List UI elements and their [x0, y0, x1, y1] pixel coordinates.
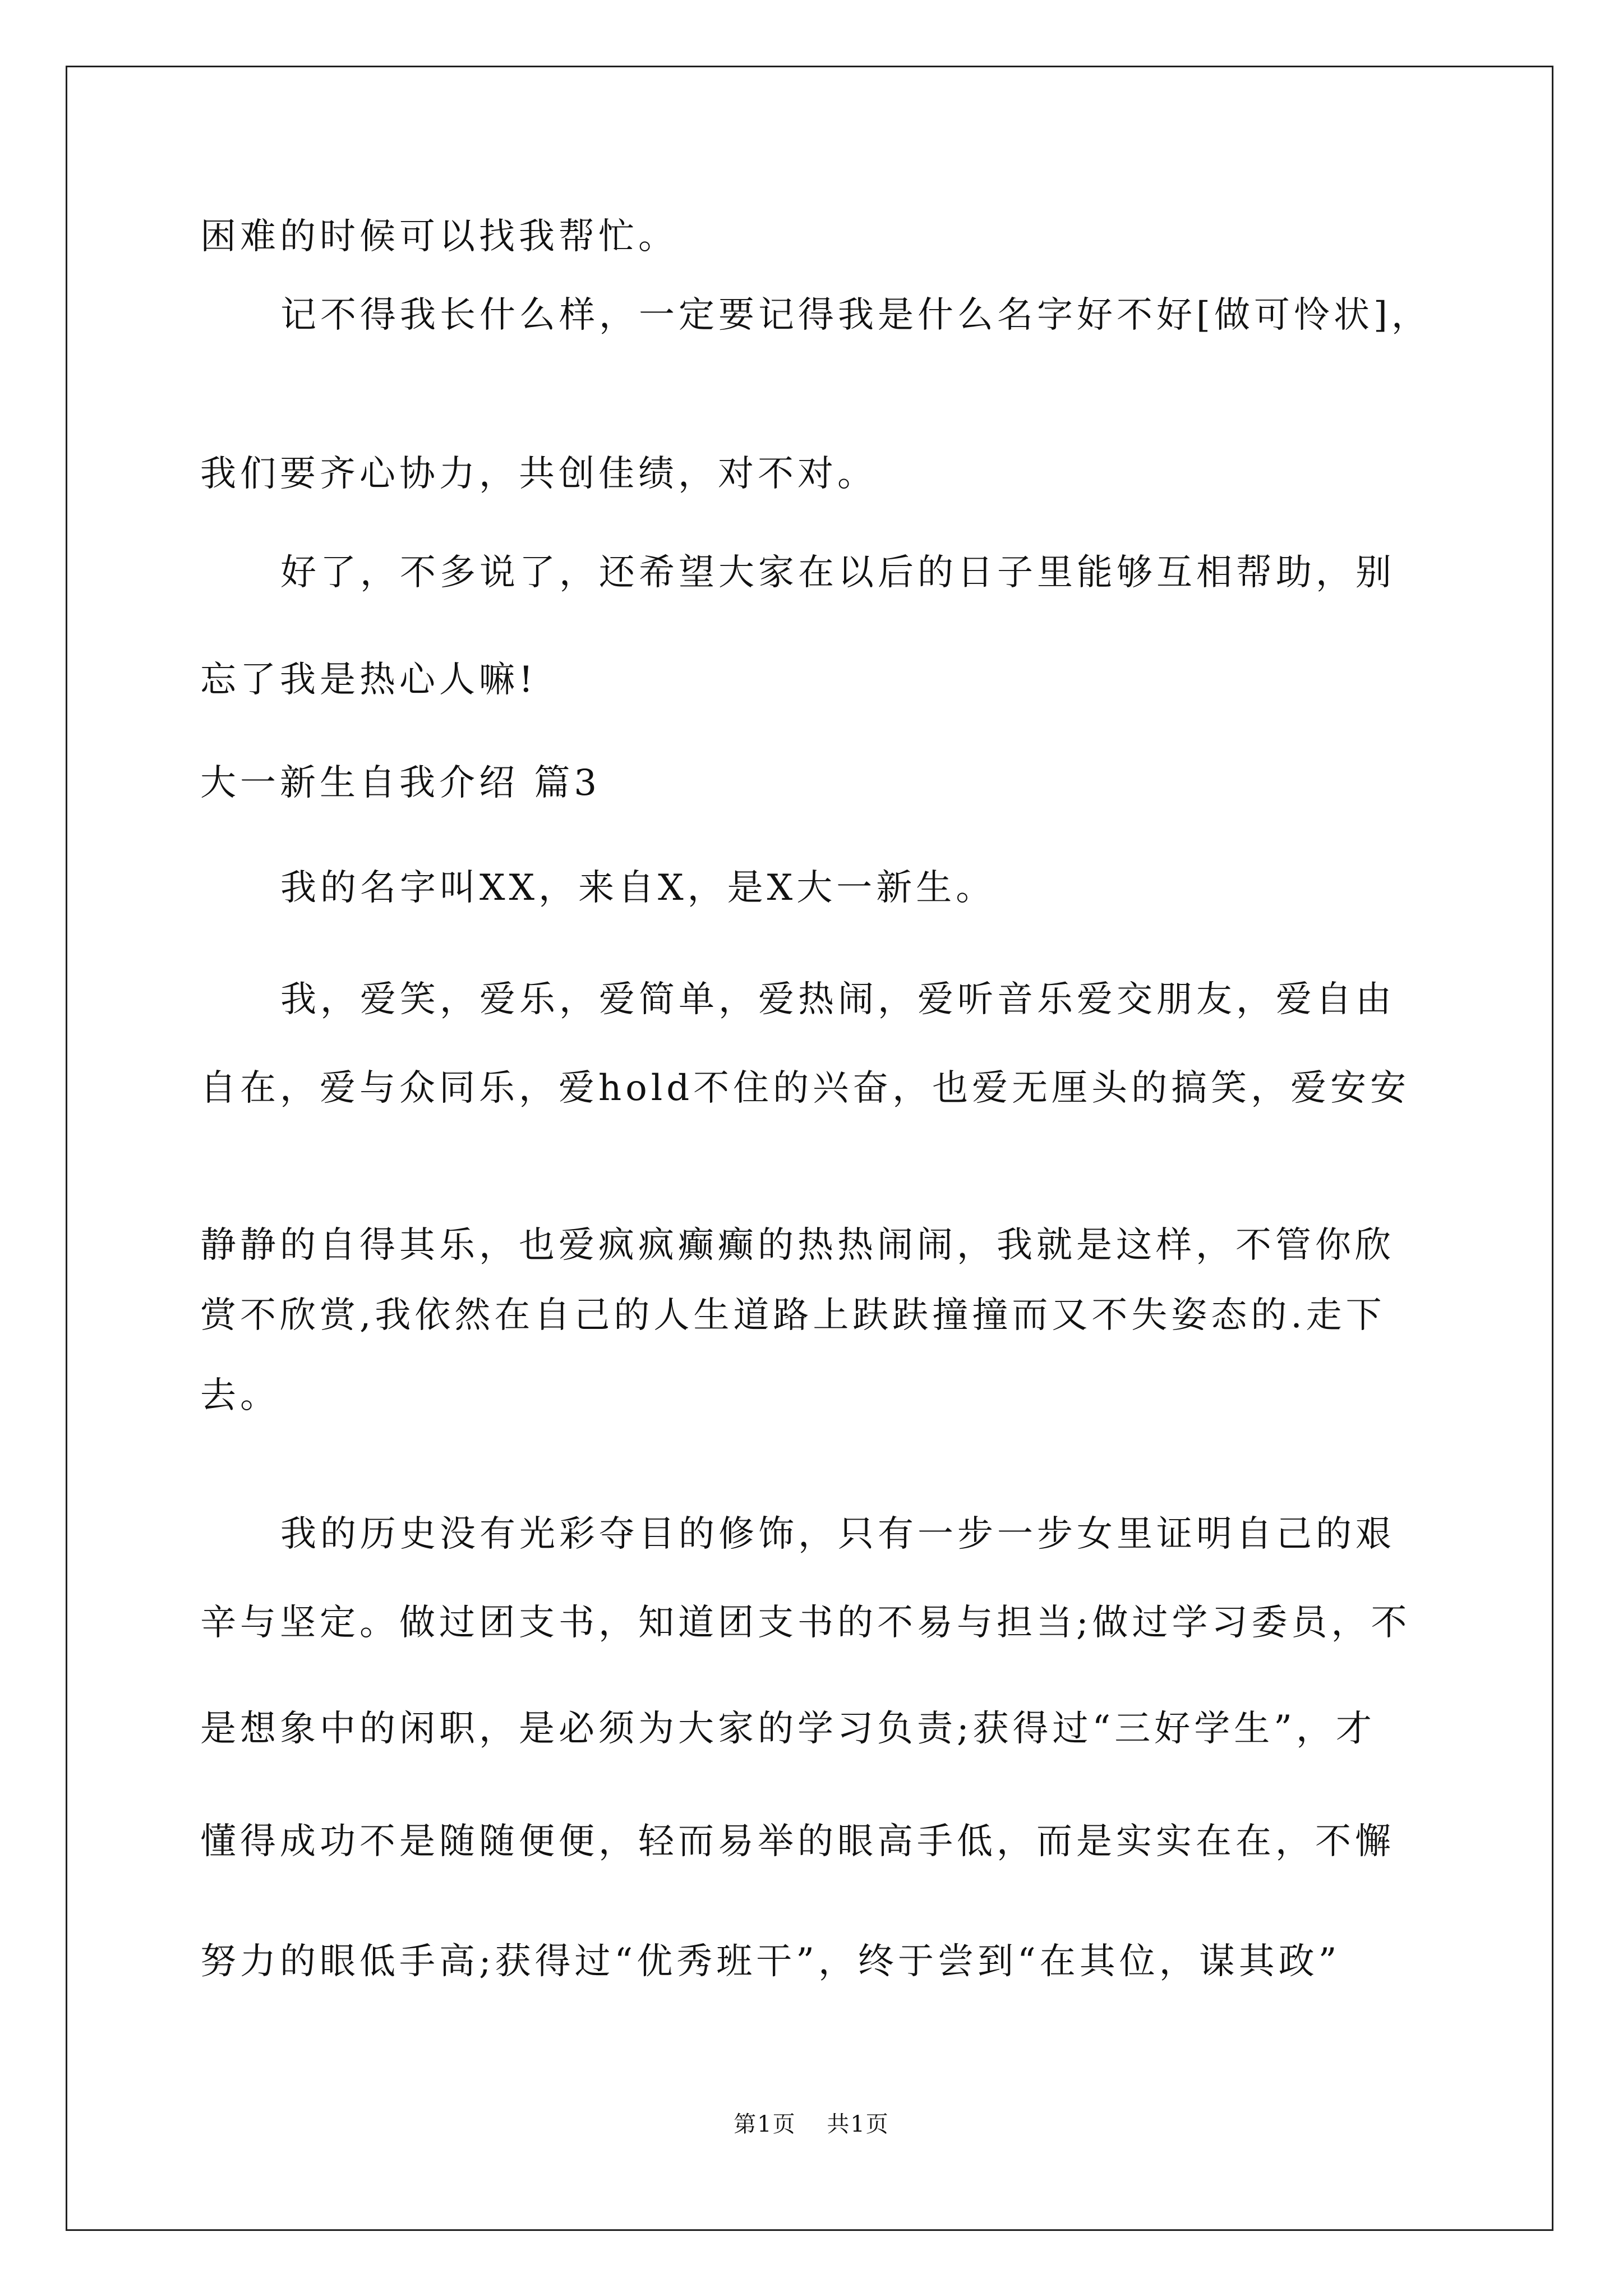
page-footer [0, 2110, 1623, 2138]
paragraph-line: 努力的眼低手高;获得过“优秀班干”，终于尝到“在其位，谋其政” [200, 1941, 1341, 1982]
paragraph-line: 我的名字叫XX，来自X，是X大一新生。 [280, 867, 996, 909]
paragraph-line: 我们要齐心协力，共创佳绩，对不对。 [200, 453, 877, 495]
paragraph-line: 忘了我是热心人嘛! [200, 659, 537, 701]
paragraph-line: 记不得我长什么样，一定要记得我是什么名字好不好[做可怜状]， [280, 295, 1431, 336]
page-border [66, 66, 1553, 2231]
paragraph-line: 自在，爱与众同乐，爱hold不住的兴奋，也爱无厘头的搞笑，爱安安 [200, 1068, 1410, 1109]
paragraph-line: 困难的时候可以找我帮忙。 [200, 216, 678, 257]
paragraph-line: 是想象中的闲职，是必须为大家的学习负责;获得过“三好学生”，才 [200, 1708, 1376, 1750]
paragraph-line: 懂得成功不是随随便便，轻而易举的眼高手低，而是实实在在，不懈 [200, 1821, 1395, 1862]
paragraph-line: 我，爱笑，爱乐，爱简单，爱热闹，爱听音乐爱交朋友，爱自由 [280, 979, 1395, 1020]
paragraph-line: 辛与坚定。做过团支书，知道团支书的不易与担当;做过学习委员，不 [200, 1602, 1411, 1644]
paragraph-line: 静静的自得其乐，也爱疯疯癫癫的热热闹闹，我就是这样，不管你欣 [200, 1225, 1395, 1266]
paragraph-line: 好了，不多说了，还希望大家在以后的日子里能够互相帮助，别 [280, 552, 1395, 593]
page-number: 第1页 [734, 2111, 796, 2137]
paragraph-line: 去。 [200, 1375, 280, 1416]
section-heading: 大一新生自我介绍 篇3 [200, 762, 601, 804]
page-total: 共1页 [827, 2111, 889, 2137]
paragraph-line: 赏不欣赏,我依然在自己的人生道路上趺趺撞撞而又不失姿态的.走下 [200, 1295, 1386, 1336]
paragraph-line: 我的历史没有光彩夺目的修饰，只有一步一步女里证明自己的艰 [280, 1513, 1395, 1555]
